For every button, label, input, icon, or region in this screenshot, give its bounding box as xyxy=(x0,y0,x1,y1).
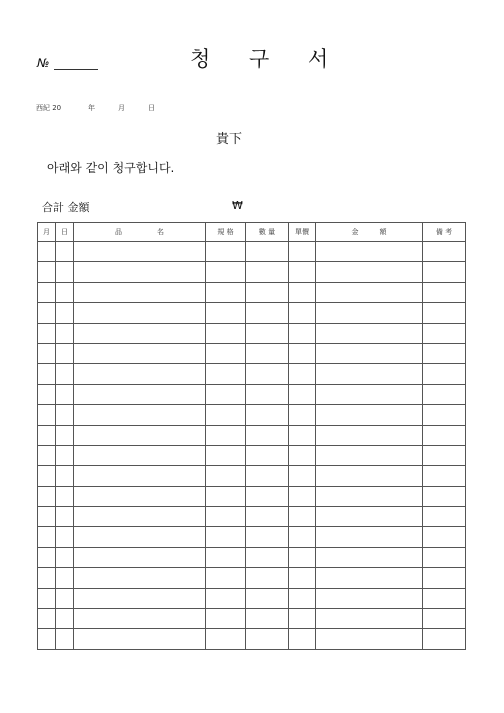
cell-note[interactable] xyxy=(423,364,466,384)
cell-amount[interactable] xyxy=(316,609,423,629)
cell-spec[interactable] xyxy=(206,445,246,465)
date-year-label: 年 xyxy=(88,104,95,112)
table-row xyxy=(38,262,466,282)
cell-month[interactable] xyxy=(38,445,56,465)
number-label: № xyxy=(37,56,50,70)
header-month: 月 xyxy=(38,223,56,242)
cell-item[interactable] xyxy=(74,282,206,302)
table-body xyxy=(38,242,466,650)
cell-qty[interactable] xyxy=(246,629,289,649)
cell-amount[interactable] xyxy=(316,527,423,547)
cell-day[interactable] xyxy=(56,343,74,363)
cell-month[interactable] xyxy=(38,527,56,547)
cell-spec[interactable] xyxy=(206,303,246,323)
cell-day[interactable] xyxy=(56,364,74,384)
header-spec: 規 格 xyxy=(206,223,246,242)
cell-note[interactable] xyxy=(423,486,466,506)
cell-note[interactable] xyxy=(423,323,466,343)
cell-item[interactable] xyxy=(74,507,206,527)
cell-month[interactable] xyxy=(38,242,56,262)
cell-spec[interactable] xyxy=(206,262,246,282)
cell-spec[interactable] xyxy=(206,364,246,384)
cell-qty[interactable] xyxy=(246,343,289,363)
cell-unit-price[interactable] xyxy=(289,384,316,404)
table-row xyxy=(38,629,466,649)
cell-qty[interactable] xyxy=(246,547,289,567)
cell-spec[interactable] xyxy=(206,629,246,649)
invoice-table xyxy=(37,222,466,650)
cell-unit-price[interactable] xyxy=(289,507,316,527)
cell-amount[interactable] xyxy=(316,588,423,608)
cell-day[interactable] xyxy=(56,445,74,465)
cell-day[interactable] xyxy=(56,568,74,588)
cell-month[interactable] xyxy=(38,364,56,384)
table-row xyxy=(38,323,466,343)
cell-amount[interactable] xyxy=(316,343,423,363)
cell-qty[interactable] xyxy=(246,527,289,547)
cell-day[interactable] xyxy=(56,303,74,323)
cell-qty[interactable] xyxy=(246,425,289,445)
cell-note[interactable] xyxy=(423,609,466,629)
cell-unit-price[interactable] xyxy=(289,547,316,567)
cell-qty[interactable] xyxy=(246,384,289,404)
cell-spec[interactable] xyxy=(206,405,246,425)
cell-unit-price[interactable] xyxy=(289,242,316,262)
cell-day[interactable] xyxy=(56,384,74,404)
cell-note[interactable] xyxy=(423,343,466,363)
cell-amount[interactable] xyxy=(316,303,423,323)
cell-item[interactable] xyxy=(74,588,206,608)
cell-amount[interactable] xyxy=(316,405,423,425)
table-row xyxy=(38,364,466,384)
cell-month[interactable] xyxy=(38,323,56,343)
cell-item[interactable] xyxy=(74,466,206,486)
cell-amount[interactable] xyxy=(316,568,423,588)
cell-amount[interactable] xyxy=(316,507,423,527)
addressee-suffix: 貴下 xyxy=(216,132,243,147)
cell-note[interactable] xyxy=(423,527,466,547)
cell-unit-price[interactable] xyxy=(289,364,316,384)
table-row xyxy=(38,568,466,588)
cell-unit-price[interactable] xyxy=(289,445,316,465)
table-row xyxy=(38,527,466,547)
cell-unit-price[interactable] xyxy=(289,527,316,547)
cell-day[interactable] xyxy=(56,282,74,302)
cell-spec[interactable] xyxy=(206,547,246,567)
cell-item[interactable] xyxy=(74,242,206,262)
cell-amount[interactable] xyxy=(316,364,423,384)
cell-note[interactable] xyxy=(423,384,466,404)
cell-unit-price[interactable] xyxy=(289,323,316,343)
cell-note[interactable] xyxy=(423,405,466,425)
table-row xyxy=(38,547,466,567)
cell-spec[interactable] xyxy=(206,466,246,486)
cell-qty[interactable] xyxy=(246,242,289,262)
header-unit-price: 單價 xyxy=(289,223,316,242)
table-row xyxy=(38,425,466,445)
cell-spec[interactable] xyxy=(206,343,246,363)
cell-day[interactable] xyxy=(56,507,74,527)
cell-qty[interactable] xyxy=(246,609,289,629)
cell-qty[interactable] xyxy=(246,364,289,384)
cell-item[interactable] xyxy=(74,425,206,445)
cell-spec[interactable] xyxy=(206,527,246,547)
table-header-row xyxy=(38,223,466,242)
header-qty: 數 量 xyxy=(246,223,289,242)
cell-month[interactable] xyxy=(38,629,56,649)
cell-unit-price[interactable] xyxy=(289,282,316,302)
table-row xyxy=(38,384,466,404)
cell-unit-price[interactable] xyxy=(289,425,316,445)
cell-day[interactable] xyxy=(56,588,74,608)
cell-amount[interactable] xyxy=(316,425,423,445)
cell-qty[interactable] xyxy=(246,568,289,588)
cell-note[interactable] xyxy=(423,547,466,567)
table-row xyxy=(38,507,466,527)
cell-amount[interactable] xyxy=(316,384,423,404)
cell-spec[interactable] xyxy=(206,323,246,343)
cell-spec[interactable] xyxy=(206,588,246,608)
table-row xyxy=(38,588,466,608)
cell-month[interactable] xyxy=(38,547,56,567)
document-title: 청 구 서 xyxy=(190,47,330,71)
cell-month[interactable] xyxy=(38,425,56,445)
cell-amount[interactable] xyxy=(316,466,423,486)
cell-month[interactable] xyxy=(38,466,56,486)
table-row xyxy=(38,609,466,629)
cell-unit-price[interactable] xyxy=(289,486,316,506)
header-item: 品 名 xyxy=(74,223,206,242)
table-row xyxy=(38,343,466,363)
cell-note[interactable] xyxy=(423,466,466,486)
cell-amount[interactable] xyxy=(316,282,423,302)
cell-note[interactable] xyxy=(423,629,466,649)
cell-day[interactable] xyxy=(56,242,74,262)
cell-month[interactable] xyxy=(38,303,56,323)
cell-qty[interactable] xyxy=(246,303,289,323)
cell-item[interactable] xyxy=(74,343,206,363)
cell-day[interactable] xyxy=(56,527,74,547)
cell-amount[interactable] xyxy=(316,242,423,262)
cell-item[interactable] xyxy=(74,262,206,282)
cell-month[interactable] xyxy=(38,282,56,302)
cell-item[interactable] xyxy=(74,486,206,506)
cell-spec[interactable] xyxy=(206,242,246,262)
cell-amount[interactable] xyxy=(316,547,423,567)
cell-item[interactable] xyxy=(74,568,206,588)
cell-note[interactable] xyxy=(423,425,466,445)
cell-note[interactable] xyxy=(423,445,466,465)
cell-month[interactable] xyxy=(38,486,56,506)
cell-amount[interactable] xyxy=(316,323,423,343)
currency-symbol: ₩ xyxy=(232,199,243,212)
date-month-label: 月 xyxy=(118,104,125,112)
header-note: 備 考 xyxy=(423,223,466,242)
cell-item[interactable] xyxy=(74,527,206,547)
cell-month[interactable] xyxy=(38,568,56,588)
cell-month[interactable] xyxy=(38,384,56,404)
cell-day[interactable] xyxy=(56,405,74,425)
cell-qty[interactable] xyxy=(246,262,289,282)
cell-unit-price[interactable] xyxy=(289,609,316,629)
cell-spec[interactable] xyxy=(206,425,246,445)
cell-qty[interactable] xyxy=(246,405,289,425)
table-row xyxy=(38,242,466,262)
cell-month[interactable] xyxy=(38,405,56,425)
cell-day[interactable] xyxy=(56,425,74,445)
cell-note[interactable] xyxy=(423,282,466,302)
date-day-label: 日 xyxy=(148,104,155,112)
cell-day[interactable] xyxy=(56,547,74,567)
cell-note[interactable] xyxy=(423,568,466,588)
cell-note[interactable] xyxy=(423,588,466,608)
cell-month[interactable] xyxy=(38,262,56,282)
cell-qty[interactable] xyxy=(246,486,289,506)
cell-month[interactable] xyxy=(38,343,56,363)
cell-item[interactable] xyxy=(74,445,206,465)
cell-unit-price[interactable] xyxy=(289,262,316,282)
cell-qty[interactable] xyxy=(246,588,289,608)
table-row xyxy=(38,486,466,506)
cell-amount[interactable] xyxy=(316,445,423,465)
total-amount-label: 合計 金額 xyxy=(42,201,90,214)
cell-day[interactable] xyxy=(56,486,74,506)
cell-item[interactable] xyxy=(74,364,206,384)
cell-unit-price[interactable] xyxy=(289,588,316,608)
cell-item[interactable] xyxy=(74,629,206,649)
cell-qty[interactable] xyxy=(246,445,289,465)
table-row xyxy=(38,405,466,425)
number-field-line[interactable] xyxy=(54,69,98,70)
cell-qty[interactable] xyxy=(246,282,289,302)
cell-qty[interactable] xyxy=(246,507,289,527)
cell-unit-price[interactable] xyxy=(289,303,316,323)
cell-day[interactable] xyxy=(56,323,74,343)
cell-note[interactable] xyxy=(423,242,466,262)
cell-qty[interactable] xyxy=(246,466,289,486)
cell-item[interactable] xyxy=(74,384,206,404)
cell-month[interactable] xyxy=(38,588,56,608)
cell-unit-price[interactable] xyxy=(289,405,316,425)
cell-item[interactable] xyxy=(74,323,206,343)
cell-amount[interactable] xyxy=(316,262,423,282)
cell-spec[interactable] xyxy=(206,507,246,527)
cell-spec[interactable] xyxy=(206,486,246,506)
cell-note[interactable] xyxy=(423,303,466,323)
intro-text: 아래와 같이 청구합니다. xyxy=(47,161,175,175)
cell-day[interactable] xyxy=(56,609,74,629)
cell-unit-price[interactable] xyxy=(289,568,316,588)
table-row xyxy=(38,282,466,302)
cell-day[interactable] xyxy=(56,629,74,649)
cell-month[interactable] xyxy=(38,507,56,527)
cell-amount[interactable] xyxy=(316,486,423,506)
cell-day[interactable] xyxy=(56,262,74,282)
cell-item[interactable] xyxy=(74,547,206,567)
cell-item[interactable] xyxy=(74,405,206,425)
cell-month[interactable] xyxy=(38,609,56,629)
cell-qty[interactable] xyxy=(246,323,289,343)
cell-amount[interactable] xyxy=(316,629,423,649)
cell-note[interactable] xyxy=(423,507,466,527)
table-row xyxy=(38,303,466,323)
cell-spec[interactable] xyxy=(206,384,246,404)
cell-note[interactable] xyxy=(423,262,466,282)
cell-unit-price[interactable] xyxy=(289,343,316,363)
cell-spec[interactable] xyxy=(206,282,246,302)
cell-item[interactable] xyxy=(74,303,206,323)
date-prefix: 西紀 20 xyxy=(36,104,62,112)
cell-unit-price[interactable] xyxy=(289,466,316,486)
cell-spec[interactable] xyxy=(206,609,246,629)
table-row xyxy=(38,466,466,486)
table-row xyxy=(38,445,466,465)
cell-item[interactable] xyxy=(74,609,206,629)
cell-day[interactable] xyxy=(56,466,74,486)
cell-spec[interactable] xyxy=(206,568,246,588)
header-amount: 金 額 xyxy=(316,223,423,242)
header-day: 日 xyxy=(56,223,74,242)
cell-unit-price[interactable] xyxy=(289,629,316,649)
